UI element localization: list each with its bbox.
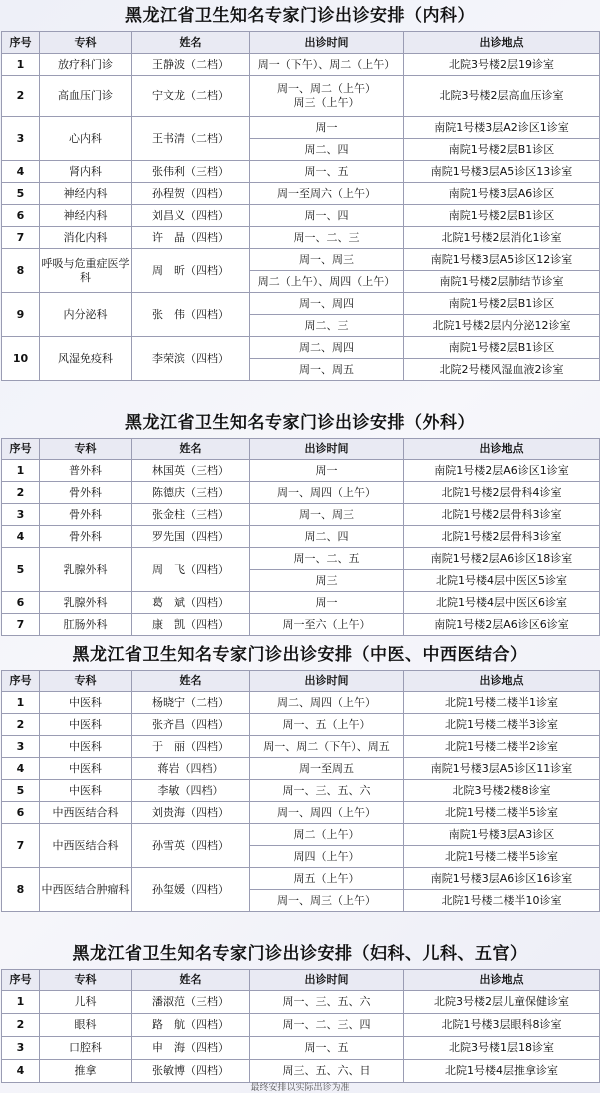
doctor-name-cell: 罗先国（四档） [132, 526, 250, 548]
clinic-location-cell: 南院1号楼3层A6诊区 [404, 183, 600, 205]
clinic-time-cell: 周一、五 [250, 1037, 404, 1060]
clinic-location-cell: 南院1号楼2层B1诊区 [404, 337, 600, 359]
col-header-name: 姓名 [132, 970, 250, 991]
clinic-time-cell: 周一 [250, 117, 404, 139]
row-number-cell: 5 [2, 780, 40, 802]
department-cell: 骨外科 [40, 482, 132, 504]
row-number-cell: 4 [2, 758, 40, 780]
doctor-name-cell: 刘贵海（四档） [132, 802, 250, 824]
clinic-time-cell: 周二（上午）、周四（上午） [250, 271, 404, 293]
doctor-name-cell: 孙程贺（四档） [132, 183, 250, 205]
doctor-name-cell: 陈德庆（三档） [132, 482, 250, 504]
department-cell: 肛肠外科 [40, 614, 132, 636]
department-cell: 乳腺外科 [40, 548, 132, 592]
table-row [2, 249, 600, 271]
table-row [2, 205, 600, 227]
doctor-name-cell: 刘昌义（四档） [132, 205, 250, 227]
table-row [2, 780, 600, 802]
footer-note: 最终安排以实际出诊为准 [250, 1083, 350, 1093]
clinic-location-cell: 南院1号楼2层A6诊区1诊室 [404, 460, 600, 482]
department-cell: 放疗科门诊 [40, 54, 132, 76]
clinic-time-cell: 周一、周四 [250, 293, 404, 315]
row-number-cell: 3 [2, 1037, 40, 1060]
doctor-name-cell: 杨晓宁（二档） [132, 692, 250, 714]
row-number-cell: 8 [2, 868, 40, 912]
doctor-name-cell: 周 昕（四档） [132, 249, 250, 293]
department-cell: 高血压门诊 [40, 76, 132, 117]
clinic-time-cell: 周一（下午）、周二（上午） [250, 54, 404, 76]
doctor-name-cell: 孙玺媛（四档） [132, 868, 250, 912]
clinic-time-cell: 周一、周三（上午） [250, 890, 404, 912]
row-number-cell: 2 [2, 482, 40, 504]
section-surgery [0, 408, 600, 636]
table-row [2, 802, 600, 824]
schedule-table [1, 670, 600, 912]
clinic-time-cell: 周一、五（上午） [250, 714, 404, 736]
doctor-name-cell: 申 海（四档） [132, 1037, 250, 1060]
clinic-location-cell: 南院1号楼3层A2诊区1诊室 [404, 117, 600, 139]
table-header-row [2, 970, 600, 991]
doctor-name-cell: 蒋岩（四档） [132, 758, 250, 780]
row-number-cell: 4 [2, 526, 40, 548]
clinic-time-cell: 周二、四 [250, 139, 404, 161]
clinic-time-cell: 周一至周六（上午） [250, 183, 404, 205]
col-header-place: 出诊地点 [404, 32, 600, 54]
table-row [2, 504, 600, 526]
clinic-location-cell: 南院1号楼2层肺结节诊室 [404, 271, 600, 293]
department-cell: 心内科 [40, 117, 132, 161]
department-cell: 中西医结合科 [40, 802, 132, 824]
clinic-time-cell: 周一、周三 [250, 249, 404, 271]
doctor-name-cell: 李荣滨（四档） [132, 337, 250, 381]
table-row [2, 161, 600, 183]
row-number-cell: 3 [2, 736, 40, 758]
row-number-cell: 7 [2, 614, 40, 636]
doctor-name-cell: 许 晶（四档） [132, 227, 250, 249]
clinic-location-cell: 北院1号楼二楼半3诊室 [404, 714, 600, 736]
clinic-location-cell: 南院1号楼3层A6诊区16诊室 [404, 868, 600, 890]
col-header-time: 出诊时间 [250, 32, 404, 54]
clinic-time-cell: 周一至六（上午） [250, 614, 404, 636]
table-header-row [2, 671, 600, 692]
department-cell: 神经内科 [40, 205, 132, 227]
table-row [2, 117, 600, 139]
row-number-cell: 2 [2, 714, 40, 736]
table-row [2, 183, 600, 205]
row-number-cell: 10 [2, 337, 40, 381]
clinic-location-cell: 北院1号楼3层眼科8诊室 [404, 1014, 600, 1037]
department-cell: 肾内科 [40, 161, 132, 183]
row-number-cell: 3 [2, 117, 40, 161]
department-cell: 普外科 [40, 460, 132, 482]
section-gyn-peds-ent [0, 939, 600, 1083]
clinic-time-cell: 周一、周五 [250, 359, 404, 381]
clinic-location-cell: 北院3号楼2层19诊室 [404, 54, 600, 76]
table-row [2, 293, 600, 315]
table-row [2, 714, 600, 736]
table-row [2, 736, 600, 758]
row-number-cell: 7 [2, 227, 40, 249]
row-number-cell: 6 [2, 592, 40, 614]
clinic-location-cell: 北院3号楼2层高血压诊室 [404, 76, 600, 117]
schedule-table [1, 31, 600, 381]
clinic-time-cell: 周三 [250, 570, 404, 592]
clinic-time-cell: 周一、周四（上午） [250, 482, 404, 504]
clinic-time-cell: 周一、周二（上午） 周三（上午） [250, 76, 404, 117]
doctor-name-cell: 康 凯（四档） [132, 614, 250, 636]
col-header-name: 姓名 [132, 439, 250, 460]
clinic-time-cell: 周一、周三 [250, 504, 404, 526]
table-row [2, 991, 600, 1014]
row-number-cell: 6 [2, 205, 40, 227]
clinic-location-cell: 北院3号楼1层18诊室 [404, 1037, 600, 1060]
clinic-location-cell: 南院1号楼2层B1诊区 [404, 293, 600, 315]
table-row [2, 824, 600, 846]
table-row [2, 227, 600, 249]
clinic-time-cell: 周一、二、三、四 [250, 1014, 404, 1037]
clinic-location-cell: 北院1号楼4层推拿诊室 [404, 1060, 600, 1083]
department-cell: 推拿 [40, 1060, 132, 1083]
row-number-cell: 5 [2, 183, 40, 205]
col-header-no: 序号 [2, 439, 40, 460]
clinic-time-cell: 周一、二、三 [250, 227, 404, 249]
col-header-time: 出诊时间 [250, 671, 404, 692]
section-title: 黑龙江省卫生知名专家门诊出诊安排（外科） [125, 413, 475, 433]
clinic-time-cell: 周三、五、六、日 [250, 1060, 404, 1083]
col-header-no: 序号 [2, 671, 40, 692]
table-row [2, 76, 600, 117]
clinic-location-cell: 南院1号楼2层B1诊区 [404, 139, 600, 161]
clinic-time-cell: 周一、三、五、六 [250, 991, 404, 1014]
department-cell: 中西医结合肿瘤科 [40, 868, 132, 912]
clinic-time-cell: 周二、三 [250, 315, 404, 337]
department-cell: 中医科 [40, 692, 132, 714]
department-cell: 内分泌科 [40, 293, 132, 337]
clinic-location-cell: 北院1号楼2层消化1诊室 [404, 227, 600, 249]
col-header-place: 出诊地点 [404, 671, 600, 692]
section-internal [0, 1, 600, 381]
doctor-name-cell: 葛 斌（四档） [132, 592, 250, 614]
doctor-name-cell: 路 航（四档） [132, 1014, 250, 1037]
table-row [2, 1014, 600, 1037]
clinic-time-cell: 周一、五 [250, 161, 404, 183]
schedule-table [1, 969, 600, 1083]
table-row [2, 758, 600, 780]
col-header-dept: 专科 [40, 970, 132, 991]
row-number-cell: 8 [2, 249, 40, 293]
table-row [2, 692, 600, 714]
table-row [2, 526, 600, 548]
table-header-row [2, 32, 600, 54]
clinic-location-cell: 北院1号楼4层中医区6诊室 [404, 592, 600, 614]
doctor-name-cell: 宁文龙（二档） [132, 76, 250, 117]
clinic-location-cell: 北院1号楼2层内分泌12诊室 [404, 315, 600, 337]
clinic-location-cell: 北院3号楼2楼8诊室 [404, 780, 600, 802]
clinic-time-cell: 周一、周四（上午） [250, 802, 404, 824]
doctor-name-cell: 张伟利（三档） [132, 161, 250, 183]
clinic-location-cell: 北院1号楼二楼半1诊室 [404, 692, 600, 714]
clinic-location-cell: 南院1号楼3层A5诊区12诊室 [404, 249, 600, 271]
clinic-location-cell: 北院1号楼2层骨科4诊室 [404, 482, 600, 504]
table-row [2, 614, 600, 636]
department-cell: 中西医结合科 [40, 824, 132, 868]
row-number-cell: 1 [2, 991, 40, 1014]
col-header-name: 姓名 [132, 671, 250, 692]
clinic-time-cell: 周一、四 [250, 205, 404, 227]
clinic-location-cell: 北院3号楼2层儿童保健诊室 [404, 991, 600, 1014]
clinic-time-cell: 周一 [250, 592, 404, 614]
doctor-name-cell: 张 伟（四档） [132, 293, 250, 337]
clinic-time-cell: 周一、二、五 [250, 548, 404, 570]
department-cell: 呼吸与危重症医学科 [40, 249, 132, 293]
doctor-name-cell: 王静波（二档） [132, 54, 250, 76]
doctor-name-cell: 张金柱（三档） [132, 504, 250, 526]
table-row [2, 337, 600, 359]
section-tcm [0, 640, 600, 912]
section-title: 黑龙江省卫生知名专家门诊出诊安排（妇科、儿科、五官） [72, 944, 528, 964]
clinic-time-cell: 周四（上午） [250, 846, 404, 868]
col-header-time: 出诊时间 [250, 970, 404, 991]
row-number-cell: 6 [2, 802, 40, 824]
row-number-cell: 2 [2, 76, 40, 117]
row-number-cell: 1 [2, 460, 40, 482]
doctor-name-cell: 孙雪英（四档） [132, 824, 250, 868]
section-title: 黑龙江省卫生知名专家门诊出诊安排（中医、中西医结合） [72, 645, 528, 665]
table-row [2, 868, 600, 890]
department-cell: 骨外科 [40, 526, 132, 548]
col-header-dept: 专科 [40, 671, 132, 692]
col-header-place: 出诊地点 [404, 970, 600, 991]
doctor-name-cell: 潘淑范（三档） [132, 991, 250, 1014]
col-header-time: 出诊时间 [250, 439, 404, 460]
department-cell: 中医科 [40, 758, 132, 780]
row-number-cell: 4 [2, 161, 40, 183]
clinic-time-cell: 周一、周二（下午）、周五 [250, 736, 404, 758]
col-header-dept: 专科 [40, 32, 132, 54]
table-row [2, 482, 600, 504]
department-cell: 风湿免疫科 [40, 337, 132, 381]
row-number-cell: 2 [2, 1014, 40, 1037]
clinic-location-cell: 北院1号楼2层骨科3诊室 [404, 526, 600, 548]
clinic-location-cell: 北院1号楼2层骨科3诊室 [404, 504, 600, 526]
clinic-location-cell: 南院1号楼2层A6诊区6诊室 [404, 614, 600, 636]
department-cell: 儿科 [40, 991, 132, 1014]
table-row [2, 592, 600, 614]
clinic-time-cell: 周一、三、五、六 [250, 780, 404, 802]
doctor-name-cell: 张齐昌（四档） [132, 714, 250, 736]
clinic-time-cell: 周二、周四 [250, 337, 404, 359]
section-title: 黑龙江省卫生知名专家门诊出诊安排（内科） [125, 6, 475, 26]
row-number-cell: 9 [2, 293, 40, 337]
department-cell: 骨外科 [40, 504, 132, 526]
row-number-cell: 5 [2, 548, 40, 592]
col-header-no: 序号 [2, 32, 40, 54]
table-header-row [2, 439, 600, 460]
row-number-cell: 1 [2, 54, 40, 76]
clinic-location-cell: 南院1号楼3层A5诊区13诊室 [404, 161, 600, 183]
doctor-name-cell: 周 飞（四档） [132, 548, 250, 592]
clinic-location-cell: 北院1号楼二楼半2诊室 [404, 736, 600, 758]
col-header-place: 出诊地点 [404, 439, 600, 460]
col-header-dept: 专科 [40, 439, 132, 460]
department-cell: 神经内科 [40, 183, 132, 205]
department-cell: 眼科 [40, 1014, 132, 1037]
clinic-location-cell: 南院1号楼2层B1诊区 [404, 205, 600, 227]
clinic-time-cell: 周二、周四（上午） [250, 692, 404, 714]
doctor-name-cell: 王书清（二档） [132, 117, 250, 161]
doctor-name-cell: 张敏博（四档） [132, 1060, 250, 1083]
clinic-time-cell: 周二（上午） [250, 824, 404, 846]
row-number-cell: 4 [2, 1060, 40, 1083]
clinic-time-cell: 周五（上午） [250, 868, 404, 890]
clinic-location-cell: 南院1号楼2层A6诊区18诊室 [404, 548, 600, 570]
clinic-location-cell: 北院1号楼二楼半10诊室 [404, 890, 600, 912]
clinic-time-cell: 周一至周五 [250, 758, 404, 780]
table-row [2, 54, 600, 76]
department-cell: 口腔科 [40, 1037, 132, 1060]
schedule-table [1, 438, 600, 636]
department-cell: 乳腺外科 [40, 592, 132, 614]
row-number-cell: 1 [2, 692, 40, 714]
department-cell: 中医科 [40, 736, 132, 758]
col-header-name: 姓名 [132, 32, 250, 54]
clinic-location-cell: 北院2号楼风湿血液2诊室 [404, 359, 600, 381]
doctor-name-cell: 李敏（四档） [132, 780, 250, 802]
clinic-location-cell: 南院1号楼3层A3诊区 [404, 824, 600, 846]
row-number-cell: 7 [2, 824, 40, 868]
clinic-location-cell: 北院1号楼二楼半5诊室 [404, 846, 600, 868]
clinic-location-cell: 南院1号楼3层A5诊区11诊室 [404, 758, 600, 780]
department-cell: 中医科 [40, 780, 132, 802]
table-row [2, 548, 600, 570]
clinic-time-cell: 周一 [250, 460, 404, 482]
table-row [2, 460, 600, 482]
department-cell: 消化内科 [40, 227, 132, 249]
col-header-no: 序号 [2, 970, 40, 991]
clinic-location-cell: 北院1号楼二楼半5诊室 [404, 802, 600, 824]
department-cell: 中医科 [40, 714, 132, 736]
doctor-name-cell: 于 丽（四档） [132, 736, 250, 758]
clinic-time-cell: 周二、四 [250, 526, 404, 548]
clinic-location-cell: 北院1号楼4层中医区5诊室 [404, 570, 600, 592]
table-row [2, 1037, 600, 1060]
doctor-name-cell: 林国英（三档） [132, 460, 250, 482]
row-number-cell: 3 [2, 504, 40, 526]
